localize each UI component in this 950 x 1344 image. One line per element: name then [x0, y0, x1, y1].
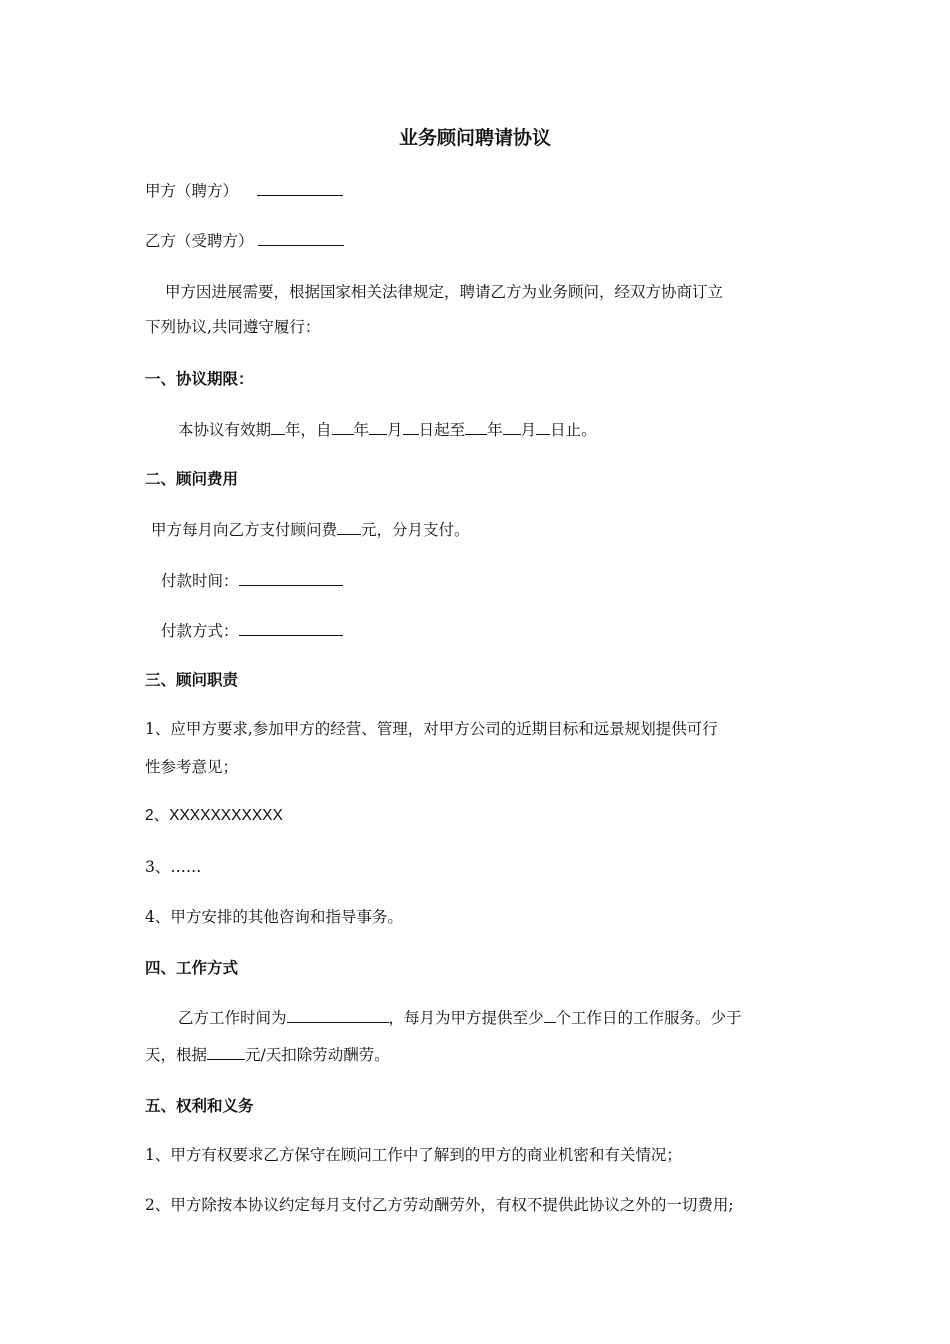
pay-time-line — [161, 569, 343, 592]
term-text-2: 年，自 — [285, 421, 332, 439]
end-day-blank — [536, 418, 550, 435]
deduction-rate-blank — [207, 1043, 245, 1060]
party-b-label: 乙方（受聘方） — [145, 232, 254, 250]
fee-text-2: 元，分月支付。 — [361, 521, 470, 539]
document-title: 业务顾问聘请协议 — [398, 127, 551, 149]
term-text-6: 年 — [487, 421, 503, 439]
term-text-7: 月 — [520, 421, 537, 439]
term-line — [178, 418, 597, 441]
pay-method-blank — [239, 619, 343, 636]
party-a-blank — [257, 179, 343, 196]
term-text-5: 日起至 — [418, 421, 466, 439]
term-text-3: 年 — [353, 421, 370, 439]
pay-method-line — [161, 619, 343, 642]
party-a-line — [145, 179, 343, 202]
party-b-line — [145, 229, 344, 252]
intro-line-1: 甲方因进展需要，根据国家相关法律规定，聘请乙方为业务顾问，经双方协商订立 — [165, 283, 724, 301]
fee-amount-blank — [337, 518, 361, 535]
pay-time-label: 付款时间： — [161, 572, 239, 590]
section-5-heading: 五、权利和义务 — [145, 1097, 254, 1115]
party-a-label: 甲方（聘方） — [145, 182, 239, 200]
section-4-heading: 四、工作方式 — [145, 959, 239, 977]
end-month-blank — [503, 418, 521, 435]
term-text-4: 月 — [387, 421, 403, 439]
duty-item-1-line-2: 性参考意见； — [145, 758, 239, 776]
start-year-blank — [332, 418, 354, 435]
work-days-blank — [544, 1006, 556, 1023]
section-2-heading: 二、顾问费用 — [145, 470, 239, 488]
duty-item-3: 3、…… — [145, 858, 202, 876]
start-month-blank — [369, 418, 387, 435]
term-years-blank — [271, 418, 285, 435]
end-year-blank — [465, 418, 487, 435]
start-day-blank — [403, 418, 419, 435]
party-b-blank — [258, 229, 344, 246]
fee-line — [151, 518, 470, 541]
work-text-4: 天，根据 — [145, 1046, 208, 1064]
rights-item-1: 1、甲方有权要求乙方保守在顾问工作中了解到的甲方的商业机密和有关情况； — [145, 1146, 682, 1164]
work-text-1: 乙方工作时间为 — [178, 1009, 287, 1027]
work-text-5: 元/天扣除劳动酬劳。 — [245, 1046, 390, 1064]
pay-time-blank — [239, 569, 343, 586]
work-text-2: ，每月为甲方提供至少 — [388, 1009, 544, 1027]
work-line-2 — [145, 1043, 390, 1066]
duty-item-4: 4、甲方安排的其他咨询和指导事务。 — [145, 908, 403, 926]
rights-item-2: 2、甲方除按本协议约定每月支付乙方劳动酬劳外，有权不提供此协议之外的一切费用; — [145, 1196, 734, 1214]
work-text-3: 个工作日的工作服务。少于 — [555, 1009, 742, 1027]
duty-item-1-line-1: 1、应甲方要求,参加甲方的经营、管理，对甲方公司的近期目标和远景规划提供可行 — [145, 720, 718, 738]
work-line-1 — [178, 1006, 742, 1029]
work-time-blank — [287, 1006, 389, 1023]
pay-method-label: 付款方式： — [161, 622, 239, 640]
fee-text-1: 甲方每月向乙方支付顾问费 — [151, 521, 338, 539]
term-text-8: 日止。 — [550, 421, 597, 439]
section-3-heading: 三、顾问职责 — [145, 671, 239, 689]
term-text-1: 本协议有效期 — [178, 421, 272, 439]
intro-line-2: 下列协议,共同遵守履行： — [145, 318, 321, 336]
duty-item-2: 2、XXXXXXXXXXX — [145, 807, 283, 824]
section-1-heading: 一、协议期限： — [145, 370, 254, 388]
